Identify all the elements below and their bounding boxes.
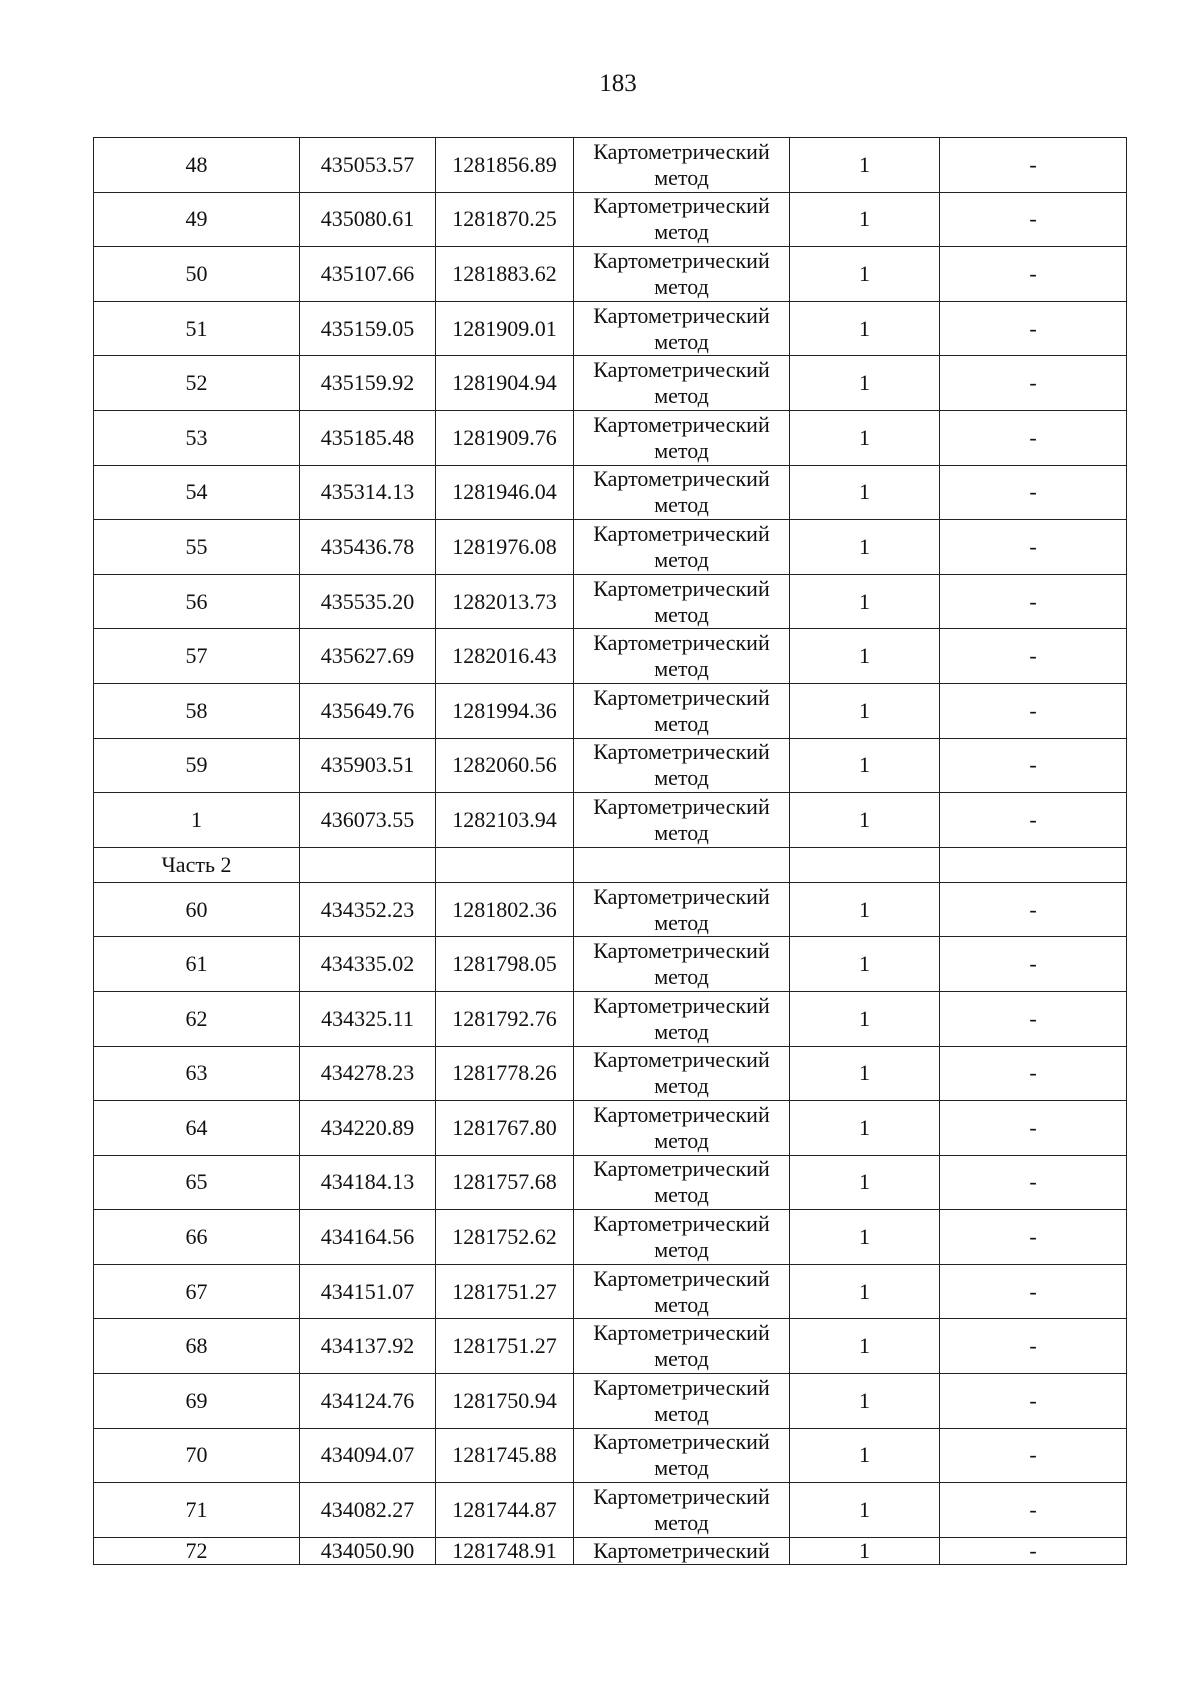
x-coordinate: 434278.23 — [300, 1046, 436, 1101]
method-line-2: метод — [654, 1073, 709, 1099]
note-value: - — [940, 1319, 1127, 1374]
y-coordinate: 1281802.36 — [436, 882, 574, 937]
method-line-2: метод — [654, 656, 709, 682]
accuracy-value: 1 — [790, 629, 940, 684]
part2-header — [94, 847, 1127, 882]
accuracy-value: 1 — [790, 1101, 940, 1156]
y-coordinate: 1281778.26 — [436, 1046, 574, 1101]
method-line-1: Картометрический — [593, 520, 770, 546]
table-row — [94, 1483, 1127, 1538]
note-value: - — [940, 991, 1127, 1046]
method-line-1: Картометрический — [593, 193, 770, 219]
table-row — [94, 520, 1127, 575]
method-cell — [574, 574, 790, 629]
note-value: - — [940, 1374, 1127, 1429]
method-line-2: метод — [654, 601, 709, 627]
note-value: - — [940, 1483, 1127, 1538]
method-line-1: Картометрический — [593, 138, 770, 164]
method-cell — [574, 991, 790, 1046]
point-number: 51 — [94, 301, 300, 356]
method-line-1: Картометрический — [593, 1320, 770, 1346]
point-number: 58 — [94, 683, 300, 738]
method-line-2: метод — [654, 437, 709, 463]
method-cell — [574, 1319, 790, 1374]
table-row — [94, 356, 1127, 411]
point-number: 67 — [94, 1264, 300, 1319]
method-cell — [574, 1374, 790, 1429]
method-line-1: Картометрический — [593, 575, 770, 601]
method-line-2: метод — [654, 273, 709, 299]
accuracy-value: 1 — [790, 1155, 940, 1210]
table-row — [94, 574, 1127, 629]
method-line-1: Картометрический — [593, 357, 770, 383]
method-line-2: метод — [654, 1510, 709, 1536]
y-coordinate: 1282013.73 — [436, 574, 574, 629]
method-line-2: метод — [654, 1455, 709, 1481]
method-line-1: Картометрический — [593, 302, 770, 328]
table-row — [94, 1537, 1127, 1564]
x-coordinate: 434082.27 — [300, 1483, 436, 1538]
y-coordinate: 1281909.76 — [436, 410, 574, 465]
method-cell — [574, 937, 790, 992]
accuracy-value: 1 — [790, 1210, 940, 1265]
table-row — [94, 301, 1127, 356]
table-row — [94, 138, 1127, 193]
empty-cell — [790, 847, 940, 882]
table-row — [94, 1428, 1127, 1483]
method-line-1: Картометрический — [593, 1429, 770, 1455]
y-coordinate: 1281792.76 — [436, 991, 574, 1046]
method-line-1: Картометрический — [593, 883, 770, 909]
part-label-row — [94, 847, 1127, 882]
x-coordinate: 435159.92 — [300, 356, 436, 411]
accuracy-value: 1 — [790, 301, 940, 356]
method-line-2: метод — [654, 492, 709, 518]
part1-rows — [94, 138, 1127, 848]
accuracy-value: 1 — [790, 1537, 940, 1564]
note-value: - — [940, 738, 1127, 793]
table-row — [94, 738, 1127, 793]
method-line-1: Картометрический — [593, 1484, 770, 1510]
point-number: 55 — [94, 520, 300, 575]
accuracy-value: 1 — [790, 465, 940, 520]
method-cell — [574, 247, 790, 302]
x-coordinate: 435080.61 — [300, 192, 436, 247]
table-row — [94, 1046, 1127, 1101]
y-coordinate: 1281870.25 — [436, 192, 574, 247]
method-cell — [574, 629, 790, 684]
y-coordinate: 1282016.43 — [436, 629, 574, 684]
note-value: - — [940, 1101, 1127, 1156]
page-number: 183 — [599, 70, 637, 97]
method-line-2: метод — [654, 964, 709, 990]
method-cell — [574, 882, 790, 937]
method-line-2: метод — [654, 819, 709, 845]
x-coordinate: 434151.07 — [300, 1264, 436, 1319]
table-row — [94, 410, 1127, 465]
note-value: - — [940, 1155, 1127, 1210]
y-coordinate: 1281750.94 — [436, 1374, 574, 1429]
accuracy-value: 1 — [790, 1374, 940, 1429]
empty-cell — [436, 847, 574, 882]
x-coordinate: 435627.69 — [300, 629, 436, 684]
method-cell — [574, 1046, 790, 1101]
accuracy-value: 1 — [790, 410, 940, 465]
y-coordinate: 1281767.80 — [436, 1101, 574, 1156]
note-value: - — [940, 356, 1127, 411]
method-line-1: Картометрический — [593, 1211, 770, 1237]
y-coordinate: 1281745.88 — [436, 1428, 574, 1483]
table-row — [94, 937, 1127, 992]
note-value: - — [940, 629, 1127, 684]
point-number: 57 — [94, 629, 300, 684]
method-cell — [574, 520, 790, 575]
method-cell — [574, 192, 790, 247]
table-row — [94, 991, 1127, 1046]
point-number: 54 — [94, 465, 300, 520]
method-line-2: метод — [654, 328, 709, 354]
x-coordinate: 434164.56 — [300, 1210, 436, 1265]
accuracy-value: 1 — [790, 247, 940, 302]
x-coordinate: 434220.89 — [300, 1101, 436, 1156]
method-line-1: Картометрический — [593, 793, 770, 819]
method-line-2: метод — [654, 1237, 709, 1263]
method-line-1: Картометрический — [593, 938, 770, 964]
y-coordinate: 1281909.01 — [436, 301, 574, 356]
accuracy-value: 1 — [790, 882, 940, 937]
accuracy-value: 1 — [790, 1319, 940, 1374]
point-number: 49 — [94, 192, 300, 247]
accuracy-value: 1 — [790, 356, 940, 411]
method-line-2: метод — [654, 1018, 709, 1044]
method-line-2: метод — [654, 1346, 709, 1372]
y-coordinate: 1281904.94 — [436, 356, 574, 411]
x-coordinate: 434137.92 — [300, 1319, 436, 1374]
point-number: 59 — [94, 738, 300, 793]
accuracy-value: 1 — [790, 683, 940, 738]
table-row — [94, 882, 1127, 937]
note-value: - — [940, 574, 1127, 629]
point-number: 68 — [94, 1319, 300, 1374]
method-line-2: метод — [654, 164, 709, 190]
x-coordinate: 434050.90 — [300, 1537, 436, 1564]
table-row — [94, 465, 1127, 520]
part2-label: Часть 2 — [94, 847, 300, 882]
method-line-2: метод — [654, 909, 709, 935]
table-row — [94, 683, 1127, 738]
method-line-1: Картометрический — [593, 1156, 770, 1182]
x-coordinate: 434094.07 — [300, 1428, 436, 1483]
accuracy-value: 1 — [790, 192, 940, 247]
point-number: 65 — [94, 1155, 300, 1210]
y-coordinate: 1281751.27 — [436, 1264, 574, 1319]
point-number: 62 — [94, 991, 300, 1046]
method-cell — [574, 793, 790, 848]
note-value: - — [940, 1264, 1127, 1319]
y-coordinate: 1281994.36 — [436, 683, 574, 738]
note-value: - — [940, 937, 1127, 992]
accuracy-value: 1 — [790, 991, 940, 1046]
table-row — [94, 1319, 1127, 1374]
method-line-2: метод — [654, 1127, 709, 1153]
x-coordinate: 434325.11 — [300, 991, 436, 1046]
method-line-1: Картометрический — [593, 1101, 770, 1127]
accuracy-value: 1 — [790, 793, 940, 848]
method-cell — [574, 1264, 790, 1319]
note-value: - — [940, 410, 1127, 465]
method-cell — [574, 356, 790, 411]
method-cell — [574, 465, 790, 520]
accuracy-value: 1 — [790, 1264, 940, 1319]
note-value: - — [940, 1428, 1127, 1483]
point-number: 61 — [94, 937, 300, 992]
point-number: 71 — [94, 1483, 300, 1538]
note-value: - — [940, 1537, 1127, 1564]
note-value: - — [940, 465, 1127, 520]
method-cell — [574, 1101, 790, 1156]
method-line-2: метод — [654, 710, 709, 736]
x-coordinate: 435107.66 — [300, 247, 436, 302]
method-line-1: Картометрический — [593, 739, 770, 765]
method-line-1: Картометрический — [593, 411, 770, 437]
coordinates-table — [93, 137, 1127, 1565]
note-value: - — [940, 247, 1127, 302]
table-row — [94, 629, 1127, 684]
note-value: - — [940, 138, 1127, 193]
y-coordinate: 1281856.89 — [436, 138, 574, 193]
table-row — [94, 1155, 1127, 1210]
method-line-2: метод — [654, 1400, 709, 1426]
x-coordinate: 435159.05 — [300, 301, 436, 356]
point-number: 63 — [94, 1046, 300, 1101]
point-number: 69 — [94, 1374, 300, 1429]
accuracy-value: 1 — [790, 1046, 940, 1101]
method-line-1: Картометрический — [593, 992, 770, 1018]
x-coordinate: 434335.02 — [300, 937, 436, 992]
empty-cell — [940, 847, 1127, 882]
table-row — [94, 793, 1127, 848]
y-coordinate: 1281748.91 — [436, 1537, 574, 1564]
method-line-2: метод — [654, 1291, 709, 1317]
method-cell — [574, 1428, 790, 1483]
method-cell — [574, 410, 790, 465]
table-row — [94, 1374, 1127, 1429]
method-cell — [574, 301, 790, 356]
table-row — [94, 192, 1127, 247]
table-row — [94, 1264, 1127, 1319]
accuracy-value: 1 — [790, 738, 940, 793]
x-coordinate: 435535.20 — [300, 574, 436, 629]
note-value: - — [940, 793, 1127, 848]
x-coordinate: 435314.13 — [300, 465, 436, 520]
note-value: - — [940, 1046, 1127, 1101]
accuracy-value: 1 — [790, 574, 940, 629]
method-cell — [574, 738, 790, 793]
method-line-2: метод — [654, 546, 709, 572]
note-value: - — [940, 192, 1127, 247]
point-number: 56 — [94, 574, 300, 629]
accuracy-value: 1 — [790, 1483, 940, 1538]
x-coordinate: 435649.76 — [300, 683, 436, 738]
method-cell — [574, 1483, 790, 1538]
x-coordinate: 436073.55 — [300, 793, 436, 848]
x-coordinate: 435903.51 — [300, 738, 436, 793]
method-line-1: Картометрический — [593, 630, 770, 656]
x-coordinate: 434124.76 — [300, 1374, 436, 1429]
last-row-body — [94, 1537, 1127, 1564]
x-coordinate: 434352.23 — [300, 882, 436, 937]
x-coordinate: 435436.78 — [300, 520, 436, 575]
y-coordinate: 1281752.62 — [436, 1210, 574, 1265]
point-number: 72 — [94, 1537, 300, 1564]
y-coordinate: 1281976.08 — [436, 520, 574, 575]
note-value: - — [940, 301, 1127, 356]
method-line-1: Картометрический — [593, 466, 770, 492]
method-line-2: метод — [654, 765, 709, 791]
empty-cell — [300, 847, 436, 882]
note-value: - — [940, 1210, 1127, 1265]
point-number: 64 — [94, 1101, 300, 1156]
y-coordinate: 1281744.87 — [436, 1483, 574, 1538]
method-cell — [574, 1155, 790, 1210]
method-line-2: метод — [654, 1182, 709, 1208]
y-coordinate: 1282060.56 — [436, 738, 574, 793]
method-line-1: Картометрический — [593, 247, 770, 273]
x-coordinate: 435185.48 — [300, 410, 436, 465]
method-line-1: Картометрический — [593, 1047, 770, 1073]
point-number: 52 — [94, 356, 300, 411]
point-number: 50 — [94, 247, 300, 302]
accuracy-value: 1 — [790, 520, 940, 575]
note-value: - — [940, 882, 1127, 937]
accuracy-value: 1 — [790, 937, 940, 992]
method-line-2: метод — [654, 219, 709, 245]
accuracy-value: 1 — [790, 1428, 940, 1483]
table-row — [94, 247, 1127, 302]
method-cell — [574, 1210, 790, 1265]
note-value: - — [940, 683, 1127, 738]
x-coordinate: 435053.57 — [300, 138, 436, 193]
y-coordinate: 1281946.04 — [436, 465, 574, 520]
empty-cell — [574, 847, 790, 882]
method-cell — [574, 138, 790, 193]
y-coordinate: 1281798.05 — [436, 937, 574, 992]
y-coordinate: 1281751.27 — [436, 1319, 574, 1374]
point-number: 66 — [94, 1210, 300, 1265]
y-coordinate: 1281757.68 — [436, 1155, 574, 1210]
x-coordinate: 434184.13 — [300, 1155, 436, 1210]
y-coordinate: 1281883.62 — [436, 247, 574, 302]
method-line-1: Картометрический — [593, 684, 770, 710]
method-line-2: метод — [654, 383, 709, 409]
method-line-1: Картометрический — [593, 1265, 770, 1291]
table-row — [94, 1210, 1127, 1265]
point-number: 1 — [94, 793, 300, 848]
table-row — [94, 1101, 1127, 1156]
part2-rows — [94, 882, 1127, 1537]
method-cell — [574, 683, 790, 738]
point-number: 53 — [94, 410, 300, 465]
method-line-1: Картометрический — [593, 1374, 770, 1400]
point-number: 70 — [94, 1428, 300, 1483]
method-cell: Картометрический — [574, 1537, 790, 1564]
accuracy-value: 1 — [790, 138, 940, 193]
y-coordinate: 1282103.94 — [436, 793, 574, 848]
note-value: - — [940, 520, 1127, 575]
point-number: 60 — [94, 882, 300, 937]
point-number: 48 — [94, 138, 300, 193]
